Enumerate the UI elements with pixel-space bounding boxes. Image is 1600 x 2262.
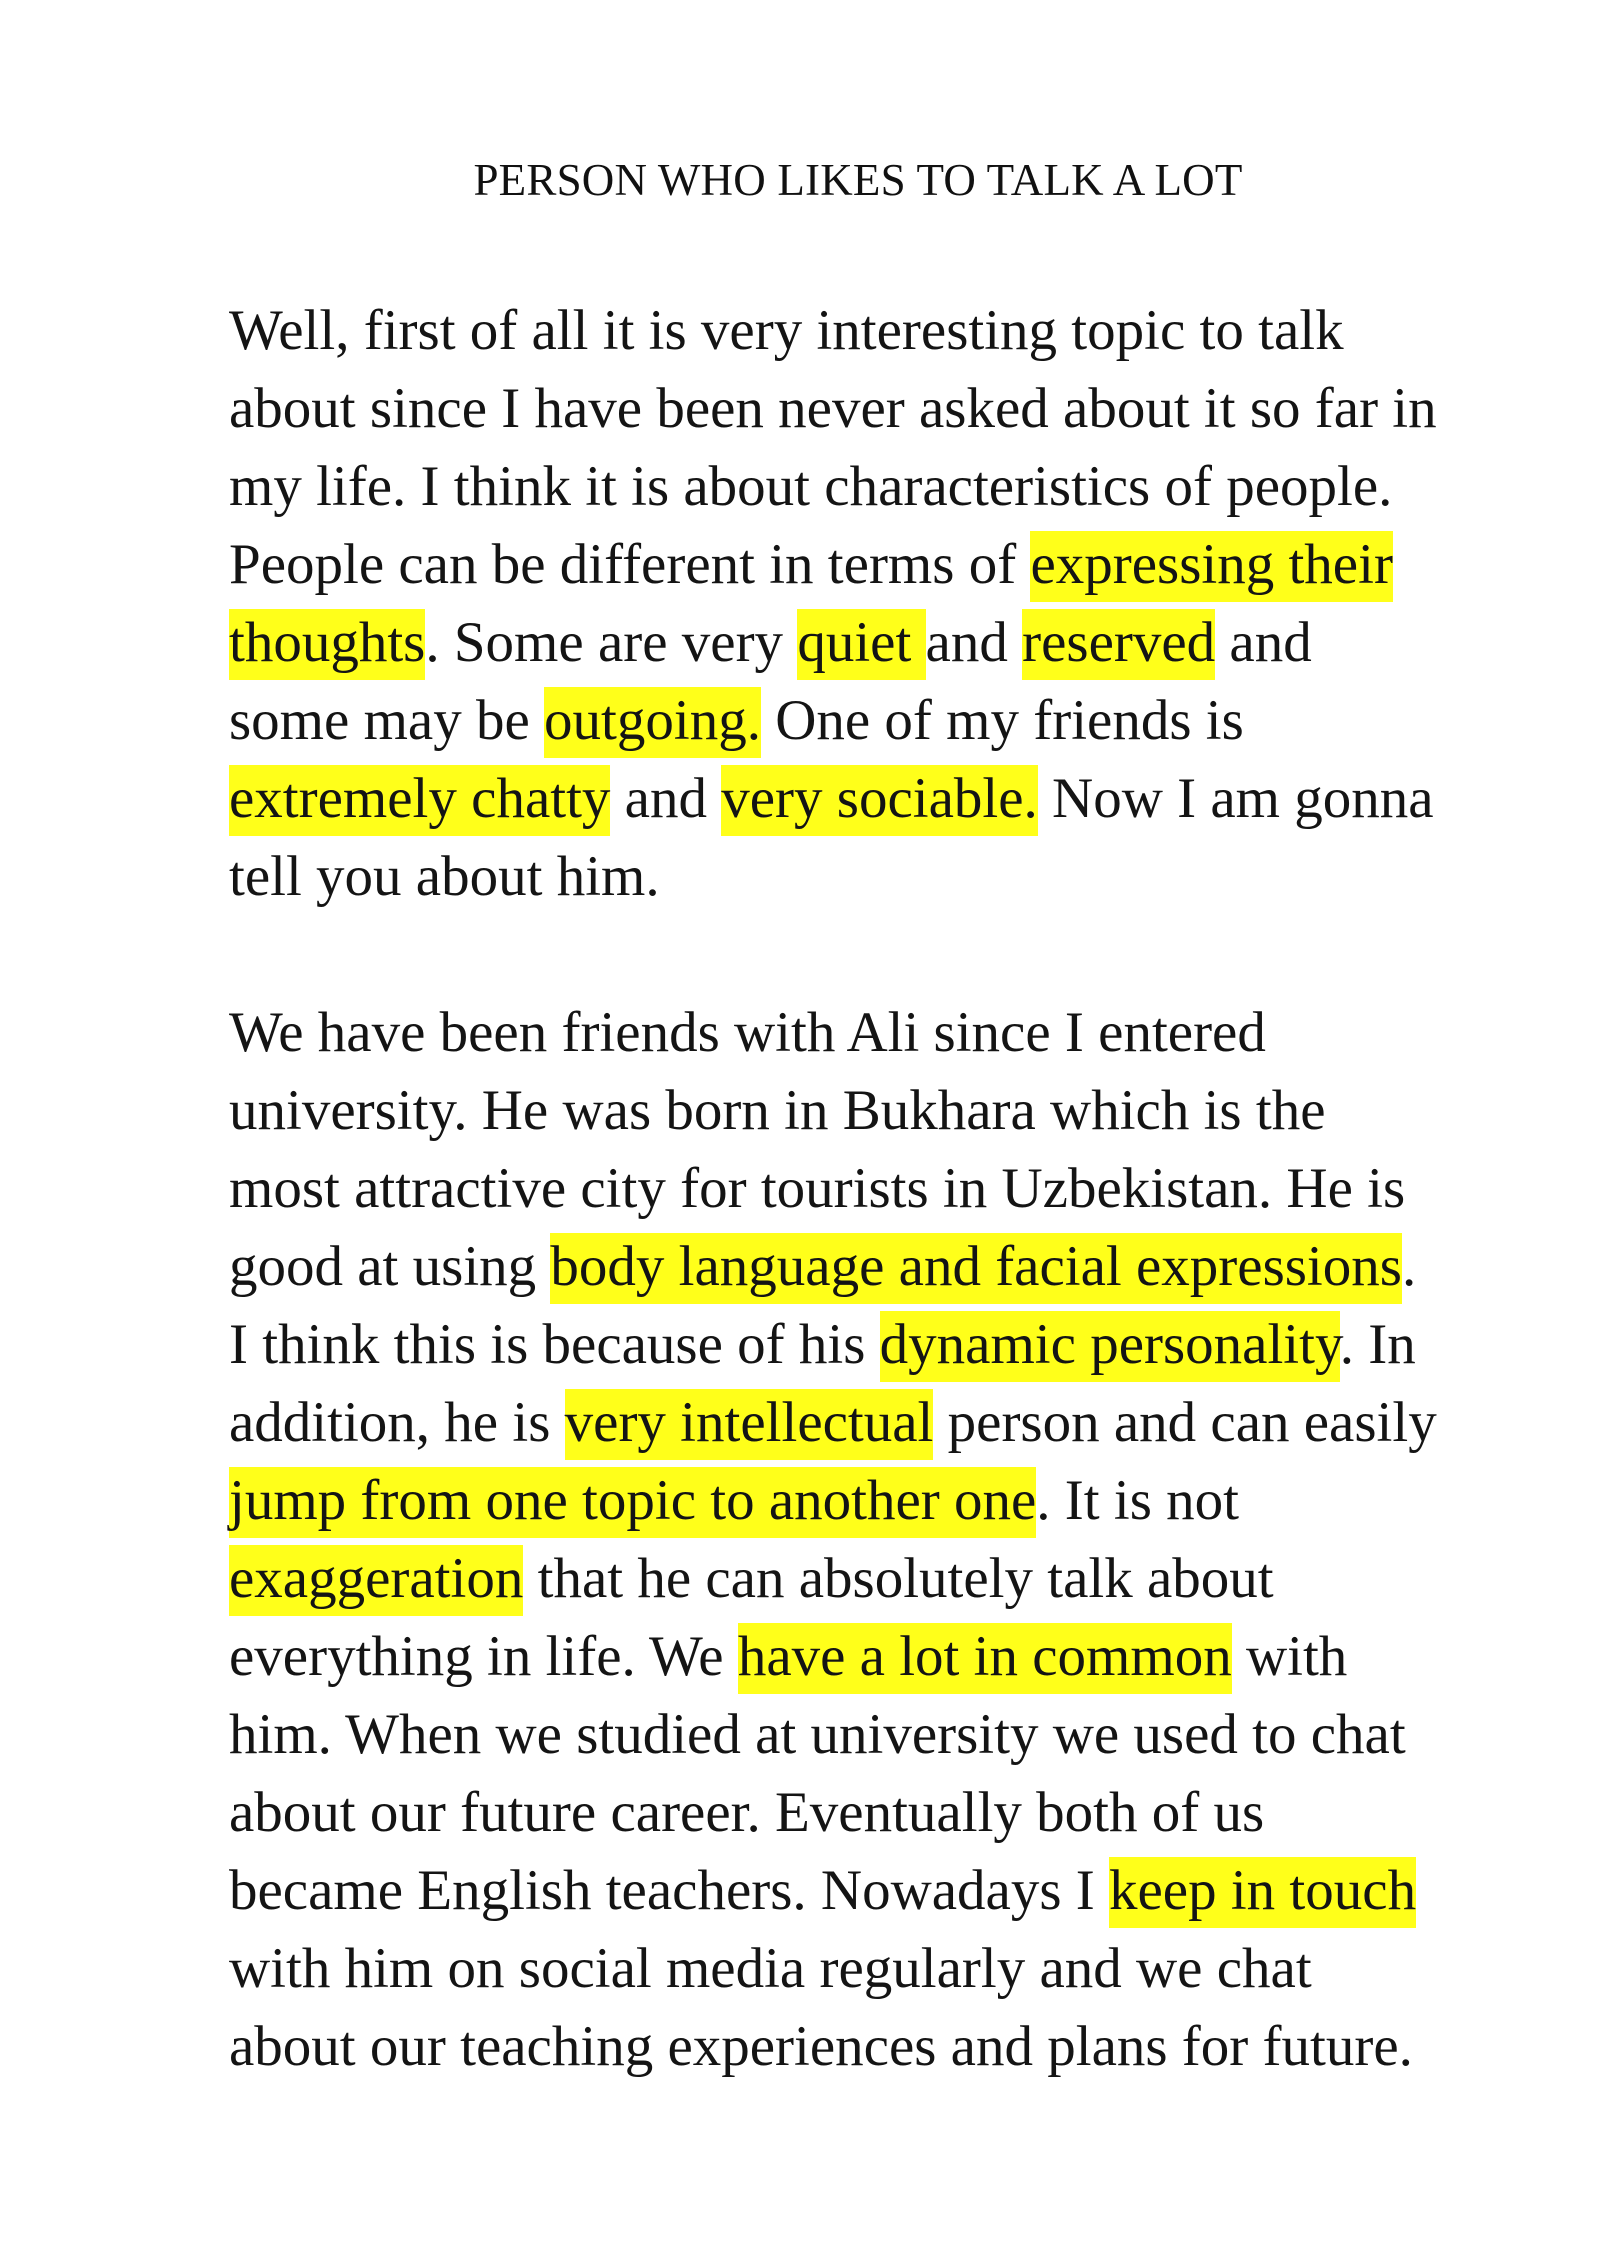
text-segment: that he can absolutely talk about <box>523 1547 1274 1610</box>
text-line <box>229 1852 1529 1930</box>
text-segment: with him on social media regularly and we chat <box>229 1937 1312 2000</box>
highlighted-phrase: reserved <box>1022 609 1215 680</box>
text-line <box>229 1774 1529 1852</box>
text-line <box>229 1150 1529 1228</box>
text-segment: my life. I think it is about characteristics of people. <box>229 455 1393 518</box>
text-segment: good at using <box>229 1235 551 1298</box>
text-segment: became English teachers. Nowadays I <box>229 1859 1109 1922</box>
highlighted-phrase: jump from one topic to another one <box>229 1467 1036 1538</box>
text-segment: . In <box>1339 1313 1416 1376</box>
text-line <box>229 448 1529 526</box>
text-segment: We have been friends with Ali since I entered <box>229 1001 1266 1064</box>
text-segment: . <box>1401 1235 1417 1298</box>
highlighted-phrase: expressing their <box>1030 531 1392 602</box>
text-segment: . Some are very <box>425 611 798 674</box>
text-line <box>229 1462 1529 1540</box>
text-line <box>229 838 1529 916</box>
text-segment: university. He was born in Bukhara which is the <box>229 1079 1326 1142</box>
text-segment: People can be different in terms of <box>229 533 1031 596</box>
text-line <box>229 1228 1529 1306</box>
highlighted-phrase: extremely chatty <box>229 765 610 836</box>
text-segment: about our teaching experiences and plans for future. <box>229 2015 1413 2078</box>
text-segment: I think this is because of his <box>229 1313 880 1376</box>
highlighted-phrase: outgoing. <box>544 687 761 758</box>
text-line <box>229 604 1529 682</box>
text-segment: Now I am gonna <box>1037 767 1434 830</box>
text-line <box>229 526 1529 604</box>
highlighted-phrase: very intellectual <box>565 1389 934 1460</box>
text-segment: everything in life. We <box>229 1625 738 1688</box>
text-line <box>229 1306 1529 1384</box>
text-segment: . It is not <box>1036 1469 1239 1532</box>
paragraph-1 <box>229 292 1529 916</box>
text-segment: addition, he is <box>229 1391 565 1454</box>
text-segment: and <box>610 767 722 830</box>
text-line <box>229 994 1529 1072</box>
text-line <box>229 292 1529 370</box>
highlighted-phrase: quiet <box>797 609 925 680</box>
text-line <box>229 682 1529 760</box>
text-line <box>229 370 1529 448</box>
highlighted-phrase: have a lot in common <box>738 1623 1232 1694</box>
text-segment: most attractive city for tourists in Uzbekistan. He is <box>229 1157 1406 1220</box>
text-segment: about our future career. Eventually both of us <box>229 1781 1265 1844</box>
text-segment: tell you about him. <box>229 845 660 908</box>
text-segment: One of my friends is <box>760 689 1244 752</box>
text-segment: and <box>925 611 1023 674</box>
text-line <box>229 1930 1529 2008</box>
text-segment: person and can easily <box>933 1391 1437 1454</box>
text-line <box>229 1540 1529 1618</box>
text-segment: with <box>1231 1625 1348 1688</box>
text-line <box>229 1696 1529 1774</box>
highlighted-phrase: thoughts <box>229 609 425 680</box>
highlighted-phrase: very sociable. <box>721 765 1038 836</box>
text-line <box>229 1072 1529 1150</box>
text-line <box>229 1384 1529 1462</box>
document-title: PERSON WHO LIKES TO TALK A LOT <box>473 155 1243 205</box>
paragraph-2 <box>229 994 1529 2086</box>
text-line <box>229 760 1529 838</box>
text-line <box>229 2008 1529 2086</box>
text-segment: Well, first of all it is very interesting topic to talk <box>229 299 1344 362</box>
text-line <box>229 1618 1529 1696</box>
text-segment: him. When we studied at university we used to chat <box>229 1703 1406 1766</box>
highlighted-phrase: body language and facial expressions <box>550 1233 1402 1304</box>
text-segment: about since I have been never asked about it so far in <box>229 377 1437 440</box>
text-segment: some may be <box>229 689 545 752</box>
highlighted-phrase: dynamic personality <box>880 1311 1340 1382</box>
highlighted-phrase: exaggeration <box>229 1545 523 1616</box>
highlighted-phrase: keep in touch <box>1109 1857 1416 1928</box>
text-segment: and <box>1215 611 1312 674</box>
